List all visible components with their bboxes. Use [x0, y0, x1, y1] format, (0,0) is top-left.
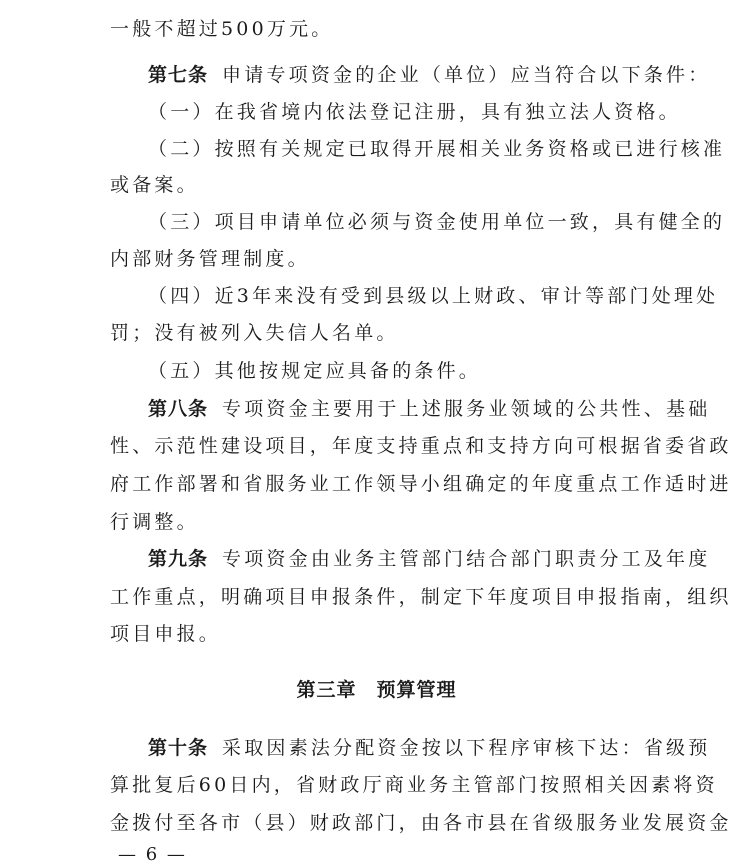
article-8-heading: 第八条 [148, 398, 209, 420]
text-line: 工作重点，明确项目申报条件，制定下年度项目申报指南，组织 [110, 586, 732, 608]
text-line: 或备案。 [110, 174, 199, 196]
text-line: （二）按照有关规定已取得开展相关业务资格或已进行核准 [148, 138, 726, 160]
article-10-text: 采取因素法分配资金按以下程序审核下达：省级预 [222, 737, 711, 759]
text-line: 内部财务管理制度。 [110, 248, 310, 270]
article-7-heading: 第七条 [148, 64, 209, 86]
text-line: 算批复后60日内，省财政厅商业务主管部门按照相关因素将资 [110, 774, 718, 796]
text-line: 行调整。 [110, 511, 199, 533]
text-line: 性、示范性建设项目，年度支持重点和支持方向可根据省委省政 [110, 435, 732, 457]
text-line: 一般不超过500万元。 [110, 18, 334, 40]
article-8-text: 专项资金主要用于上述服务业领域的公共性、基础 [222, 398, 711, 420]
text-line: 金拨付至各市（县）财政部门，由各市县在省级服务业发展资金 [110, 812, 732, 834]
text-line: 府工作部署和省服务业工作领导小组确定的年度重点工作适时进 [110, 473, 732, 495]
text-line: 项目申报。 [110, 623, 222, 645]
text-line: （五）其他按规定应具备的条件。 [148, 360, 482, 382]
page-number: — 6 — [118, 844, 187, 865]
text-line: （三）项目申请单位必须与资金使用单位一致，具有健全的 [148, 211, 726, 233]
chapter-heading: 第三章 预算管理 [296, 679, 457, 701]
article-9-text: 专项资金由业务主管部门结合部门职责分工及年度 [222, 548, 711, 570]
article-7-text: 申请专项资金的企业（单位）应当符合以下条件： [222, 64, 711, 86]
article-10-heading: 第十条 [148, 737, 209, 759]
article-9-heading: 第九条 [148, 548, 209, 570]
article-9-line [148, 547, 710, 571]
text-line: （一）在我省境内依法登记注册，具有独立法人资格。 [148, 101, 681, 123]
article-10-line [148, 736, 710, 760]
article-7-line [148, 63, 710, 87]
article-8-line [148, 397, 710, 421]
text-line: （四）近3年来没有受到县级以上财政、审计等部门处理处 [148, 285, 719, 307]
text-line: 罚；没有被列入失信人名单。 [110, 322, 399, 344]
